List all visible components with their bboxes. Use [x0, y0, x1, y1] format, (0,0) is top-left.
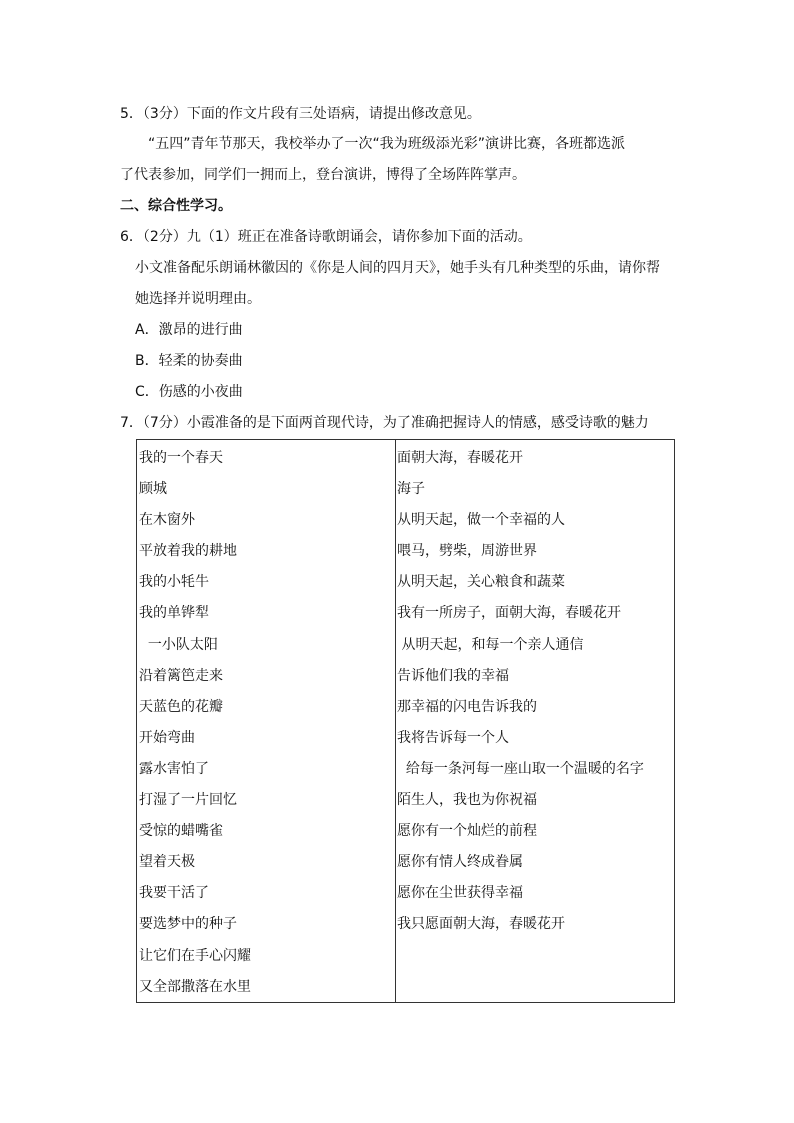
question-6-option-a: A．激昂的进行曲 — [135, 322, 243, 338]
poem-right-line: 愿你在尘世获得幸福 — [397, 885, 523, 902]
poem-left-line: 沿着篱笆走来 — [139, 667, 223, 684]
poem-table — [136, 439, 675, 1003]
question-5-passage-line-1: “五四”青年节那天，我校举办了一次“我为班级添光彩”演讲比赛，各班都选派 — [148, 136, 626, 152]
question-6-option-c: C．伤感的小夜曲 — [135, 384, 243, 400]
poem-right-column — [397, 448, 644, 946]
poem-right-line: 我有一所房子，面朝大海，春暖花开 — [397, 605, 621, 622]
question-5-passage-line-2: 了代表参加，同学们一拥而上，登台演讲，博得了全场阵阵掌声。 — [120, 167, 526, 183]
poem-left-line: 望着天极 — [139, 854, 195, 871]
poem-right-line: 面朝大海，春暖花开 — [397, 450, 523, 466]
poem-left-line: 受惊的蜡嘴雀 — [139, 823, 223, 840]
poem-left-line: 在木窗外 — [139, 512, 195, 529]
poem-right-line: 喂马，劈柴，周游世界 — [397, 543, 537, 560]
question-6-option-b: B．轻柔的协奏曲 — [135, 353, 243, 369]
poem-left-line: 打湿了一片回忆 — [139, 792, 237, 809]
poem-left-column — [139, 448, 251, 1008]
poem-left-line: 我要干活了 — [139, 885, 209, 902]
poem-right-line: 给每一条河每一座山取一个温暖的名字 — [397, 760, 644, 777]
poem-left-line: 顾城 — [139, 481, 167, 498]
poem-left-line: 开始弯曲 — [139, 729, 195, 746]
poem-left-line: 天蓝色的花瓣 — [139, 698, 223, 715]
poem-right-line: 从明天起，做一个幸福的人 — [397, 512, 565, 529]
question-7-stem: 7．（7分）小霞准备的是下面两首现代诗，为了准确把握诗人的情感，感受诗歌的魅力 — [120, 415, 649, 431]
poem-left-line: 要选梦中的种子 — [139, 916, 237, 933]
poem-left-line: 我的单铧犁 — [139, 605, 209, 622]
poem-right-line: 我将告诉每一个人 — [397, 729, 509, 746]
poem-left-line: 我的小牦牛 — [139, 574, 209, 591]
poem-left-line: 让它们在手心闪耀 — [139, 947, 251, 964]
poem-right-line: 那幸福的闪电告诉我的 — [397, 698, 537, 715]
poem-right-line: 愿你有一个灿烂的前程 — [397, 823, 537, 840]
poem-right-line: 告诉他们我的幸福 — [397, 667, 509, 684]
poem-right-line: 陌生人，我也为你祝福 — [397, 792, 537, 809]
poem-left-line: 我的一个春天 — [139, 450, 223, 466]
question-6-stem: 6．（2分）九（1）班正在准备诗歌朗诵会，请你参加下面的活动。 — [120, 229, 532, 245]
poem-left-line: 露水害怕了 — [139, 760, 209, 777]
question-6-body-line-2: 她选择并说明理由。 — [135, 291, 261, 307]
section-2-title: 二、综合性学习。 — [120, 198, 232, 214]
poem-right-line: 愿你有情人终成眷属 — [397, 854, 523, 871]
question-5-stem: 5．（3分）下面的作文片段有三处语病，请提出修改意见。 — [120, 106, 481, 122]
poem-right-line: 从明天起，关心粮食和蔬菜 — [397, 574, 565, 591]
question-6-body-line-1: 小文准备配乐朗诵林徽因的《你是人间的四月天》，她手头有几种类型的乐曲，请你帮 — [135, 260, 660, 276]
poem-left-line: 一小队太阳 — [139, 636, 218, 653]
poem-right-line: 从明天起，和每一个亲人通信 — [397, 636, 584, 653]
poem-right-line: 我只愿面朝大海，春暖花开 — [397, 916, 565, 933]
table-column-divider — [395, 440, 396, 1002]
poem-left-line: 又全部撒落在水里 — [139, 978, 251, 995]
poem-left-line: 平放着我的耕地 — [139, 543, 237, 560]
poem-right-line: 海子 — [397, 481, 425, 498]
